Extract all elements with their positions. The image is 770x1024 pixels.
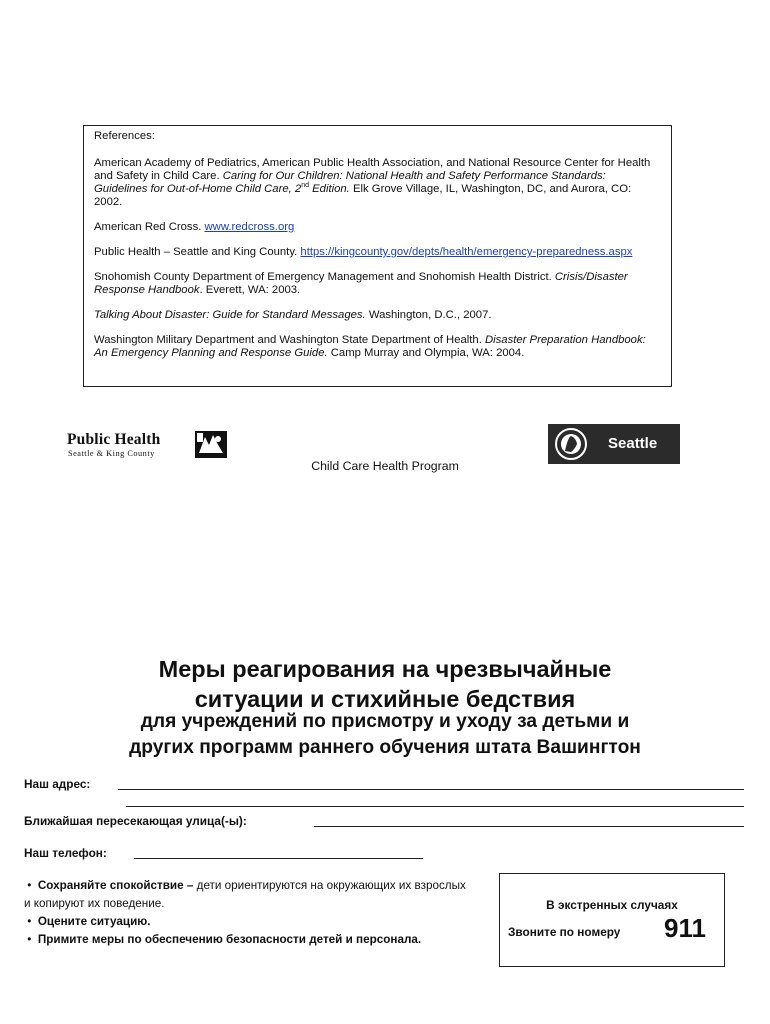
phone-field-line[interactable] [134,858,423,859]
cross-street-label: Ближайшая пересекающая улица(-ы): [24,814,247,828]
reference-text: Washington Military Department and Washington State Department of Health. [94,334,485,346]
address-field-line-1[interactable] [118,789,744,790]
title-line: ситуации и стихийные бедствия [194,686,576,712]
references-heading: References: [94,130,155,142]
reference-text: Snohomish County Department of Emergency Management and Snohomish Health District. [94,271,555,283]
reference-talking-about-disaster [94,309,661,322]
bullet-bold-text: Оцените ситуацию. [37,915,151,928]
seattle-logo-text: Seattle [608,435,658,452]
address-label: Наш адрес: [24,777,91,791]
seattle-seal-icon [554,427,588,461]
bullet-item: • Сохраняйте спокойствие – дети ориентируются на окружающих их взрослых и копируют их поведение. [24,879,466,910]
reference-title: Disaster Preparation Handbook: An Emergency Planning and Response Guide. [94,334,646,359]
reference-superscript: nd [301,182,309,190]
program-name: Child Care Health Program [311,459,459,473]
redcross-link[interactable]: www.redcross.org [204,221,295,233]
public-health-emblem-icon [195,431,227,458]
reference-text: Elk Grove Village, IL, Washington, DC, and Aurora, CO: 2002. [94,183,632,208]
emergency-call-label: Звоните по номеру [508,925,621,939]
document-title [0,654,770,714]
reference-text: Washington, D.C., 2007. [365,309,492,321]
reference-title: Edition. [309,183,350,195]
reference-washington-military [94,334,661,360]
public-health-logo-subtitle: Seattle & King County [68,449,155,458]
reference-aap [94,157,661,209]
bullet-text: дети ориентируются на окружающих их взрослых и копируют их поведение. [24,879,466,910]
bullet-bold-text: Примите меры по обеспечению безопасности детей и персонала. [37,933,422,946]
public-health-logo [67,431,232,461]
emergency-number: 911 [664,913,706,943]
kingcounty-link[interactable]: https://kingcounty.gov/depts/health/emergency-preparedness.aspx [300,246,633,258]
references-box [83,125,672,387]
reference-snohomish [94,271,661,297]
bullet-item: • Примите меры по обеспечению безопасности детей и персонала. [24,933,422,946]
subtitle-line: других программ раннего обучения штата Вашингтон [129,737,641,758]
seattle-logo [548,424,680,464]
guidance-bullets [24,877,474,949]
public-health-logo-name: Public Health [67,431,161,448]
phone-label: Наш телефон: [24,846,107,860]
reference-title: Talking About Disaster: Guide for Standard Messages. [94,309,366,321]
address-field-line-2[interactable] [126,806,744,807]
reference-title: Caring for Our Children: National Health and Safety Performance Standards: Guidelines for Out-of-Home Child Care, 2 [94,170,606,195]
reference-text: American Academy of Pediatrics, American Public Health Association, and National Resource Center for Health and Safety in Child Care. [94,157,651,182]
reference-text: . Everett, WA: 2003. [199,284,301,296]
reference-text: Public Health – Seattle and King County. [94,246,301,258]
reference-text: Camp Murray and Olympia, WA: 2004. [327,347,525,359]
document-subtitle [0,709,770,761]
bullet-bold-text: Сохраняйте спокойствие – [37,879,197,892]
emergency-heading: В экстренных случаях [546,898,678,912]
bullet-item: • Оцените ситуацию. [24,915,151,928]
cross-street-field-line[interactable] [314,826,744,827]
reference-text: American Red Cross. [94,221,205,233]
reference-title: Crisis/Disaster Response Handbook [94,271,628,296]
emergency-box [499,873,725,967]
reference-red-cross [94,221,661,234]
reference-public-health [94,246,661,259]
subtitle-line: для учреждений по присмотру и уходу за детьми и [140,711,630,732]
title-line: Меры реагирования на чрезвычайные [158,656,612,682]
